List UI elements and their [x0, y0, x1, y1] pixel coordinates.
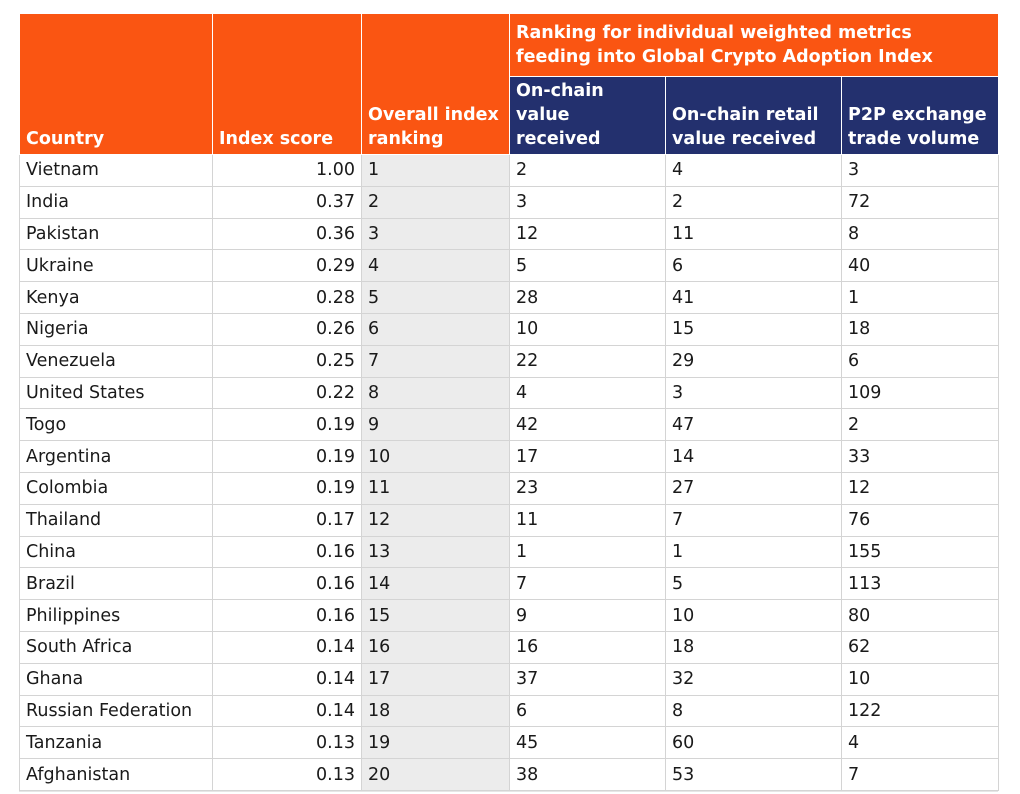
table-row [20, 663, 999, 695]
cell-overall-rank: 9 [362, 409, 510, 441]
cell-p2p-volume: 8 [842, 218, 999, 250]
cell-country: South Africa [20, 631, 213, 663]
cell-on-chain-retail: 53 [666, 759, 842, 791]
cell-overall-rank: 20 [362, 759, 510, 791]
cell-country: Ghana [20, 663, 213, 695]
cell-country: Vietnam [20, 155, 213, 187]
cell-index-score: 0.36 [213, 218, 362, 250]
bottom-divider [19, 791, 998, 792]
cell-p2p-volume: 7 [842, 759, 999, 791]
cell-on-chain-retail: 7 [666, 504, 842, 536]
table-row [20, 472, 999, 504]
cell-on-chain-retail: 3 [666, 377, 842, 409]
header-on-chain-value: On-chain value received [510, 77, 666, 155]
cell-on-chain-retail: 29 [666, 345, 842, 377]
header-country: Country [20, 14, 213, 155]
cell-on-chain-retail: 32 [666, 663, 842, 695]
cell-on-chain-retail: 18 [666, 631, 842, 663]
table-row [20, 377, 999, 409]
cell-country: Venezuela [20, 345, 213, 377]
cell-on-chain-retail: 60 [666, 727, 842, 759]
cell-country: Brazil [20, 568, 213, 600]
cell-index-score: 0.37 [213, 186, 362, 218]
cell-overall-rank: 13 [362, 536, 510, 568]
cell-on-chain-retail: 5 [666, 568, 842, 600]
cell-on-chain-retail: 6 [666, 250, 842, 282]
cell-on-chain-value: 22 [510, 345, 666, 377]
table-row [20, 504, 999, 536]
cell-index-score: 0.28 [213, 282, 362, 314]
cell-on-chain-value: 10 [510, 313, 666, 345]
cell-p2p-volume: 10 [842, 663, 999, 695]
header-metrics-group: Ranking for individual weighted metrics feeding into Global Crypto Adoption Index [510, 14, 999, 77]
cell-overall-rank: 7 [362, 345, 510, 377]
cell-p2p-volume: 62 [842, 631, 999, 663]
cell-overall-rank: 5 [362, 282, 510, 314]
table-row [20, 759, 999, 791]
cell-overall-rank: 10 [362, 441, 510, 473]
cell-country: Togo [20, 409, 213, 441]
cell-overall-rank: 16 [362, 631, 510, 663]
header-overall-rank: Overall index ranking [362, 14, 510, 155]
table-row [20, 631, 999, 663]
cell-p2p-volume: 109 [842, 377, 999, 409]
cell-on-chain-value: 2 [510, 155, 666, 187]
table-row [20, 568, 999, 600]
cell-on-chain-retail: 10 [666, 600, 842, 632]
cell-index-score: 0.29 [213, 250, 362, 282]
cell-on-chain-value: 11 [510, 504, 666, 536]
cell-country: Colombia [20, 472, 213, 504]
cell-p2p-volume: 12 [842, 472, 999, 504]
table-row [20, 282, 999, 314]
cell-country: Thailand [20, 504, 213, 536]
cell-country: Kenya [20, 282, 213, 314]
cell-p2p-volume: 4 [842, 727, 999, 759]
cell-country: China [20, 536, 213, 568]
cell-country: Argentina [20, 441, 213, 473]
cell-country: Ukraine [20, 250, 213, 282]
cell-p2p-volume: 3 [842, 155, 999, 187]
cell-overall-rank: 15 [362, 600, 510, 632]
cell-country: Philippines [20, 600, 213, 632]
adoption-index-table [19, 13, 999, 791]
cell-on-chain-value: 23 [510, 472, 666, 504]
cell-on-chain-retail: 27 [666, 472, 842, 504]
header-on-chain-retail: On-chain retail value received [666, 77, 842, 155]
cell-index-score: 1.00 [213, 155, 362, 187]
cell-on-chain-value: 12 [510, 218, 666, 250]
cell-p2p-volume: 113 [842, 568, 999, 600]
cell-on-chain-retail: 47 [666, 409, 842, 441]
cell-index-score: 0.22 [213, 377, 362, 409]
cell-on-chain-value: 7 [510, 568, 666, 600]
cell-overall-rank: 19 [362, 727, 510, 759]
cell-on-chain-value: 4 [510, 377, 666, 409]
cell-country: United States [20, 377, 213, 409]
cell-p2p-volume: 40 [842, 250, 999, 282]
table-row [20, 155, 999, 187]
cell-on-chain-value: 28 [510, 282, 666, 314]
cell-index-score: 0.14 [213, 695, 362, 727]
header-index-score: Index score [213, 14, 362, 155]
cell-index-score: 0.13 [213, 727, 362, 759]
cell-overall-rank: 1 [362, 155, 510, 187]
cell-overall-rank: 8 [362, 377, 510, 409]
cell-on-chain-retail: 14 [666, 441, 842, 473]
cell-index-score: 0.19 [213, 441, 362, 473]
cell-on-chain-retail: 2 [666, 186, 842, 218]
table-row [20, 695, 999, 727]
cell-index-score: 0.17 [213, 504, 362, 536]
cell-p2p-volume: 18 [842, 313, 999, 345]
cell-p2p-volume: 80 [842, 600, 999, 632]
cell-overall-rank: 4 [362, 250, 510, 282]
cell-overall-rank: 12 [362, 504, 510, 536]
cell-country: Nigeria [20, 313, 213, 345]
cell-p2p-volume: 72 [842, 186, 999, 218]
cell-p2p-volume: 6 [842, 345, 999, 377]
cell-overall-rank: 14 [362, 568, 510, 600]
cell-on-chain-value: 1 [510, 536, 666, 568]
table-row [20, 409, 999, 441]
cell-on-chain-retail: 41 [666, 282, 842, 314]
table-row [20, 600, 999, 632]
table-row [20, 441, 999, 473]
cell-index-score: 0.16 [213, 568, 362, 600]
cell-on-chain-value: 45 [510, 727, 666, 759]
cell-index-score: 0.14 [213, 631, 362, 663]
table-row [20, 345, 999, 377]
cell-on-chain-value: 6 [510, 695, 666, 727]
cell-overall-rank: 3 [362, 218, 510, 250]
cell-country: Russian Federation [20, 695, 213, 727]
cell-on-chain-retail: 4 [666, 155, 842, 187]
cell-on-chain-value: 37 [510, 663, 666, 695]
cell-index-score: 0.26 [213, 313, 362, 345]
cell-index-score: 0.14 [213, 663, 362, 695]
cell-p2p-volume: 1 [842, 282, 999, 314]
cell-index-score: 0.16 [213, 536, 362, 568]
cell-country: India [20, 186, 213, 218]
cell-country: Pakistan [20, 218, 213, 250]
cell-overall-rank: 18 [362, 695, 510, 727]
cell-country: Afghanistan [20, 759, 213, 791]
cell-on-chain-value: 42 [510, 409, 666, 441]
cell-overall-rank: 6 [362, 313, 510, 345]
cell-index-score: 0.16 [213, 600, 362, 632]
cell-p2p-volume: 155 [842, 536, 999, 568]
cell-p2p-volume: 2 [842, 409, 999, 441]
table-row [20, 313, 999, 345]
cell-overall-rank: 2 [362, 186, 510, 218]
cell-index-score: 0.19 [213, 472, 362, 504]
table-body [20, 155, 999, 791]
cell-on-chain-retail: 1 [666, 536, 842, 568]
table-row [20, 218, 999, 250]
table-row [20, 536, 999, 568]
cell-index-score: 0.25 [213, 345, 362, 377]
cell-p2p-volume: 33 [842, 441, 999, 473]
cell-index-score: 0.13 [213, 759, 362, 791]
table-row [20, 186, 999, 218]
cell-p2p-volume: 76 [842, 504, 999, 536]
cell-on-chain-value: 5 [510, 250, 666, 282]
cell-country: Tanzania [20, 727, 213, 759]
cell-on-chain-retail: 15 [666, 313, 842, 345]
cell-overall-rank: 11 [362, 472, 510, 504]
header-p2p-volume: P2P exchange trade volume [842, 77, 999, 155]
table-row [20, 727, 999, 759]
cell-on-chain-value: 16 [510, 631, 666, 663]
cell-on-chain-retail: 8 [666, 695, 842, 727]
cell-on-chain-retail: 11 [666, 218, 842, 250]
cell-on-chain-value: 38 [510, 759, 666, 791]
cell-on-chain-value: 3 [510, 186, 666, 218]
table-row [20, 250, 999, 282]
cell-index-score: 0.19 [213, 409, 362, 441]
cell-p2p-volume: 122 [842, 695, 999, 727]
cell-on-chain-value: 9 [510, 600, 666, 632]
cell-on-chain-value: 17 [510, 441, 666, 473]
cell-overall-rank: 17 [362, 663, 510, 695]
